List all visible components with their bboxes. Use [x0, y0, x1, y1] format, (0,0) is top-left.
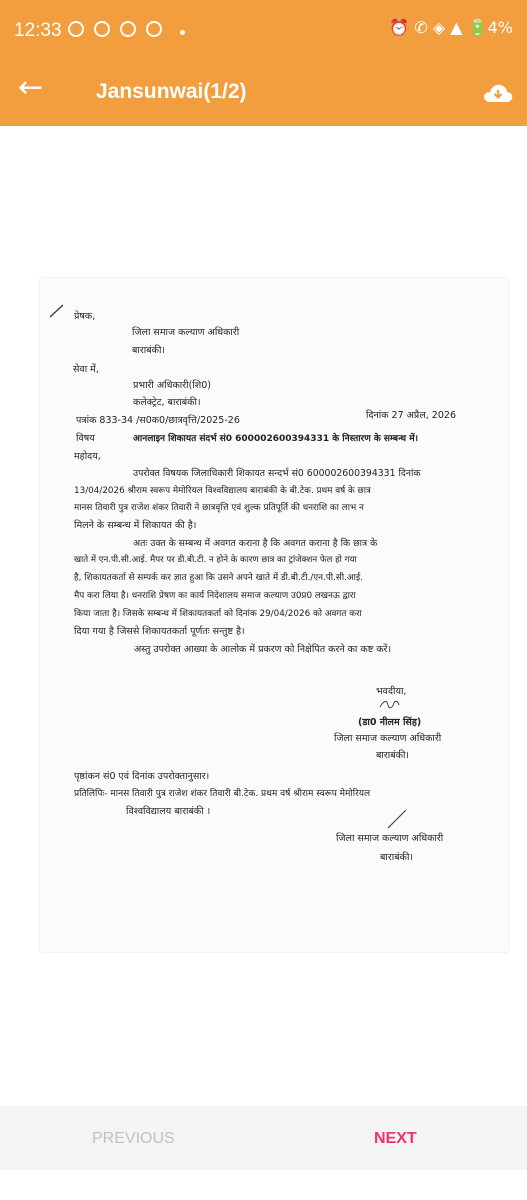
system-navigation-bar: [0, 1170, 527, 1200]
sender-line-2: बाराबंकी।: [132, 345, 166, 356]
initial-mark-icon: [385, 808, 409, 830]
subject-label: विषय: [76, 433, 95, 444]
paragraph-3: अस्तु उपरोक्त आख्या के आलोक में प्रकरण को निक्षेपित करने का कष्ट करें।: [134, 644, 392, 655]
salutation: महोदय,: [74, 451, 101, 462]
signature-scribble-icon: [378, 698, 402, 710]
paragraph-2-line-5: किया जाता है। जिसके सम्बन्ध में शिकायतकर्ता को दिनांक 29/04/2026 को अवगत करा: [74, 609, 362, 619]
status-icons: ⏰ ✆ ◈ ▲ 🔋4%: [389, 18, 513, 37]
copy-to-line-2: विश्वविद्यालय बाराबंकी ।: [126, 806, 211, 817]
copy-to-line-1: प्रतिलिपिः- मानस तिवारी पुत्र राजेश शंकर तिवारी बी.टेक. प्रथम वर्ष श्रीराम स्वरूप मेमोरियल: [74, 789, 371, 799]
paragraph-2-line-3: है, शिकायतकर्ता से सम्पर्क कर ज्ञात हुआ कि उसने अपने खाते में डी.बी.टी./एन.पी.सी.आई.: [74, 573, 364, 583]
second-signer-title-1: जिला समाज कल्याण अधिकारी: [336, 833, 444, 844]
closing: भवदीया,: [376, 686, 407, 697]
to-label: सेवा में,: [73, 364, 99, 375]
sender-line-1: जिला समाज कल्याण अधिकारी: [132, 327, 240, 338]
page-title: Jansunwai(1/2): [96, 80, 247, 103]
signer-title-2: बाराबंकी।: [376, 750, 410, 761]
signer-title-1: जिला समाज कल्याण अधिकारी: [334, 733, 442, 744]
whatsapp-icon: [120, 21, 136, 37]
paragraph-1-line-2: 13/04/2026 श्रीराम स्वरूप मेमोरियल विश्वविद्यालय बाराबंकी के बी.टेक. प्रथम वर्ष के छात्र: [74, 486, 371, 496]
subject-text: आनलाइन शिकायत संदर्भ सं0 600002600394331 के निस्तारण के सम्बन्ध में।: [133, 434, 419, 444]
paragraph-2-line-2: खाते में एन.पी.सी.आई. मैपर पर डी.बी.टी. न होने के कारण छात्र का ट्रांजेक्शन फेल हो गया: [74, 555, 357, 565]
to-line-1: प्रभारी अधिकारी(शि0): [133, 380, 211, 391]
paragraph-2-line-4: मैप करा लिया है। धनराशि प्रेषण का कार्य निदेशालय समाज कल्याण उ0प्र0 लखनऊ द्वारा: [74, 591, 356, 601]
reference-number: पत्रांक 833-34 /स0क0/छात्रवृत्ति/2025-26: [76, 415, 240, 426]
paragraph-1-line-4: मिलने के सम्बन्ध में शिकायत की है।: [74, 520, 197, 531]
signer-name: (डा0 नीलम सिंह): [358, 717, 422, 728]
second-signer-title-2: बाराबंकी।: [380, 852, 414, 863]
cloud-download-icon[interactable]: [483, 82, 513, 104]
to-line-2: कलेक्ट्रेट, बाराबंकी।: [133, 397, 201, 408]
status-time: 12:33: [14, 20, 62, 41]
app-bar: [0, 60, 527, 126]
tick-mark-icon: [49, 304, 65, 318]
previous-button[interactable]: PREVIOUS: [92, 1130, 175, 1147]
notification-dot: [180, 30, 185, 35]
sender-label: प्रेषक,: [74, 311, 96, 322]
status-bar: [0, 0, 527, 60]
paragraph-2-line-6: दिया गया है जिससे शिकायतकर्ता पूर्णतः सन्तुष्ट है।: [74, 626, 245, 637]
paragraph-1-line-3: मानस तिवारी पुत्र राजेश शंकर तिवारी ने छात्रवृत्ति एवं शुल्क प्रतिपूर्ति की धनराशि का लाभ न: [74, 503, 364, 513]
arrow-left-icon[interactable]: ←: [18, 70, 44, 105]
next-button[interactable]: NEXT: [374, 1130, 417, 1147]
document-date: दिनांक 27 अप्रैल, 2026: [366, 410, 456, 421]
paragraph-1-line-1: उपरोक्त विषयक जिलाधिकारी शिकायत सन्दर्भ सं0 600002600394331 दिनांक: [133, 468, 421, 479]
whatsapp-icon: [146, 21, 162, 37]
paragraph-2-line-1: अतः उक्त के सम्बन्ध में अवगत कराना है कि अवगत कराना है कि छात्र के: [133, 538, 378, 549]
whatsapp-icon: [68, 21, 84, 37]
whatsapp-icon: [94, 21, 110, 37]
endorsement: पृष्ठांकन सं0 एवं दिनांक उपरोक्तानुसार।: [74, 771, 210, 782]
bottom-navigation-bar: [0, 1106, 527, 1170]
